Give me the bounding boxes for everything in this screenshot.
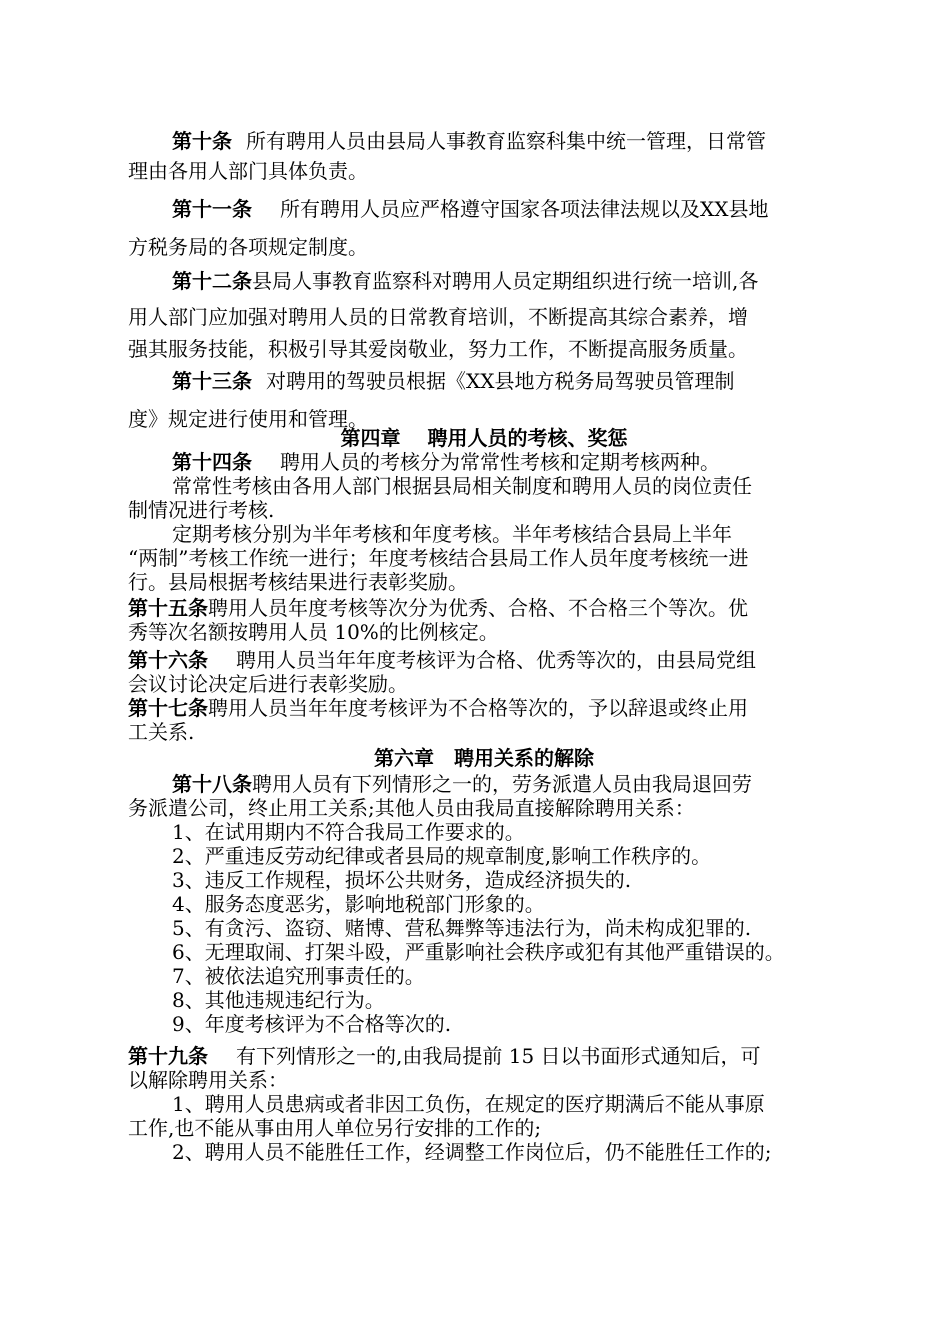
list-item: 1、聘用人员患病或者非因工负伤，在规定的医疗期满后不能从事原 [172, 1092, 765, 1116]
list-item: 5、有贪污、盗窃、赌博、营私舞弊等违法行为，尚未构成犯罪的. [172, 916, 752, 940]
article-text: 聘用人员当年年度考核评为不合格等次的，予以辞退或终止用 [208, 696, 748, 720]
article-11 [128, 190, 840, 266]
article-heading: 第十六条 [128, 648, 208, 672]
list-item: 7、被依法追究刑事责任的。 [172, 964, 425, 988]
article-text: 以解除聘用关系： [128, 1068, 288, 1092]
article-17 [128, 696, 840, 744]
list-item: 6、无理取闹、打架斗殴，严重影响社会秩序或犯有其他严重错误的。 [172, 940, 785, 964]
article-heading: 第十八条 [172, 772, 252, 796]
article-text: 所有聘用人员应严格遵守国家各项法律法规以及XX县地 [280, 197, 769, 221]
article-text: 工关系. [128, 720, 195, 744]
list-item: 4、服务态度恶劣，影响地税部门形象的。 [172, 892, 545, 916]
article-text: 用人部门应加强对聘用人员的日常教育培训，不断提高其综合素养，增 [128, 305, 748, 329]
list-item: 9、年度考核评为不合格等次的. [172, 1012, 452, 1036]
list-item: 2、聘用人员不能胜任工作，经调整工作岗位后，仍不能胜任工作的; [172, 1140, 772, 1164]
article-text: 秀等次名额按聘用人员 10%的比例核定。 [128, 620, 499, 644]
article-text: 对聘用的驾驶员根据《XX县地方税务局驾驶员管理制 [266, 369, 735, 393]
article-text: 聘用人员的考核分为常常性考核和定期考核两种。 [280, 450, 720, 474]
article-text: 理由各用人部门具体负责。 [128, 159, 368, 183]
article-10 [128, 126, 840, 186]
article-text: 定期考核分别为半年考核和年度考核。半年考核结合县局上半年 [172, 522, 732, 546]
article-text: 聘用人员年度考核等次分为优秀、合格、不合格三个等次。优 [208, 596, 748, 620]
article-heading: 第十条 [172, 129, 232, 153]
article-text: 常常性考核由各用人部门根据县局相关制度和聘用人员的岗位责任 [172, 474, 752, 498]
list-item-continued: 工作,也不能从事由用人单位另行安排的工作的; [128, 1116, 542, 1140]
article-text: 方税务局的各项规定制度。 [128, 235, 368, 259]
article-text: 度》规定进行使用和管理。 [128, 407, 368, 431]
article-heading: 第十五条 [128, 596, 208, 620]
article-16 [128, 648, 840, 696]
list-item: 1、在试用期内不符合我局工作要求的。 [172, 820, 525, 844]
article-heading: 第十三条 [172, 369, 252, 393]
article-15 [128, 596, 840, 644]
article-text: 会议讨论决定后进行表彰奖励。 [128, 672, 408, 696]
article-text: “两制”考核工作统一进行；年度考核结合县局工作人员年度考核统一进 [128, 546, 749, 570]
article-12 [128, 264, 840, 362]
article-18-list [128, 820, 840, 1036]
article-text: 有下列情形之一的,由我局提前 15 日以书面形式通知后，可 [236, 1044, 761, 1068]
article-heading: 第十七条 [128, 696, 208, 720]
article-text: 行。县局根据考核结果进行表彰奖励。 [128, 570, 468, 594]
article-heading: 第十九条 [128, 1044, 208, 1068]
article-text: 所有聘用人员由县局人事教育监察科集中统一管理，日常管 [246, 129, 766, 153]
article-heading: 第十四条 [172, 450, 252, 474]
article-14 [128, 450, 840, 594]
list-item: 8、其他违规违纪行为。 [172, 988, 385, 1012]
chapter-heading: 第六章 聘用关系的解除 [374, 746, 594, 770]
article-text: 制情况进行考核. [128, 498, 275, 522]
article-heading: 第十二条 [172, 269, 252, 293]
article-heading: 第十一条 [172, 197, 252, 221]
list-item: 2、严重违反劳动纪律或者县局的规章制度,影响工作秩序的。 [172, 844, 712, 868]
article-text: 强其服务技能，积极引导其爱岗敬业，努力工作，不断提高服务质量。 [128, 337, 748, 361]
article-text: 县局人事教育监察科对聘用人员定期组织进行统一培训,各 [252, 269, 759, 293]
article-18 [128, 772, 840, 820]
article-19 [128, 1044, 840, 1164]
article-text: 聘用人员当年年度考核评为合格、优秀等次的，由县局党组 [236, 648, 756, 672]
chapter-heading: 第四章 聘用人员的考核、奖惩 [340, 426, 628, 450]
article-text: 聘用人员有下列情形之一的，劳务派遣人员由我局退回劳 [252, 772, 752, 796]
article-text: 务派遣公司，终止用工关系;其他人员由我局直接解除聘用关系： [128, 796, 695, 820]
list-item: 3、违反工作规程，损坏公共财务，造成经济损失的. [172, 868, 632, 892]
